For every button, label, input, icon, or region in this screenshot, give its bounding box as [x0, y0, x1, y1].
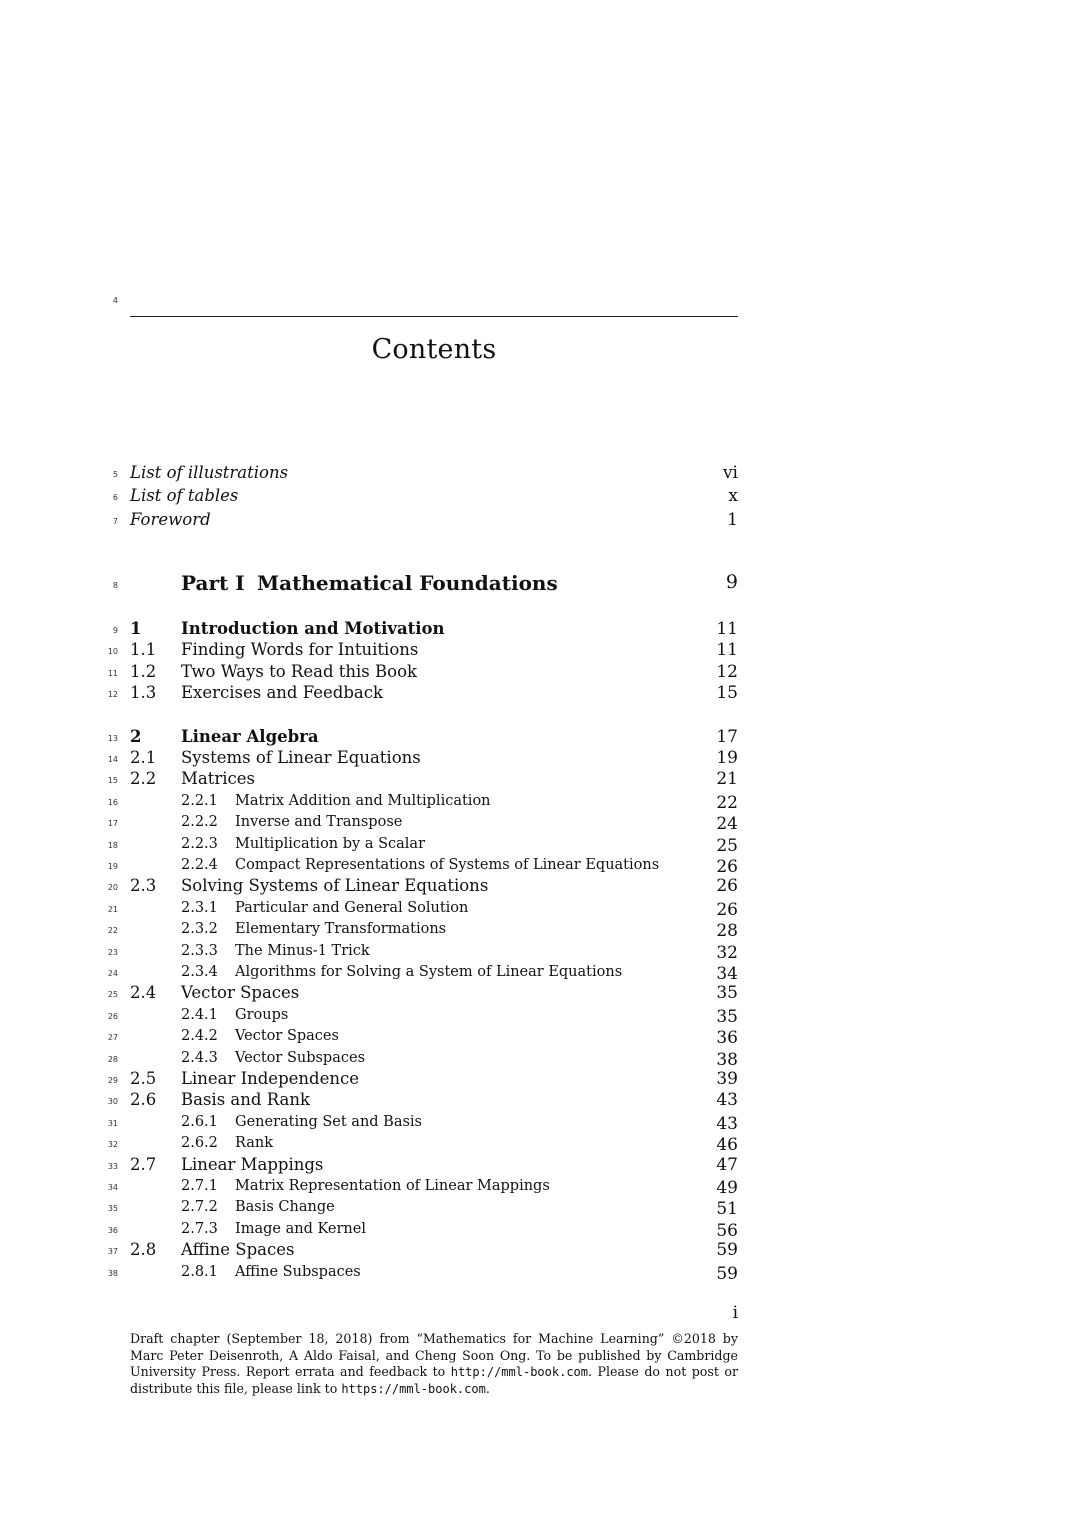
line-number: 27 [107, 1033, 118, 1043]
toc-entry-number: 1.1 [130, 640, 157, 660]
toc-entry-title: Inverse and Transpose [235, 814, 403, 831]
line-number: 17 [107, 819, 118, 829]
toc-entry-page: 56 [716, 1220, 738, 1241]
toc-entry-page: 9 [725, 571, 738, 593]
toc-entry-page: 24 [716, 814, 738, 835]
toc-entry-page: vi [722, 463, 738, 483]
toc-entry-title: Linear Independence [181, 1069, 359, 1088]
toc-entry-page: 26 [716, 876, 738, 897]
toc-entry-page: x [728, 486, 738, 506]
toc-entry-title: Rank [235, 1135, 274, 1152]
toc-entry-title: Algorithms for Solving a System of Linear Equations [235, 964, 623, 980]
toc-entry-number: 2.4 [130, 983, 157, 1003]
toc-entry-title: Multiplication by a Scalar [235, 835, 426, 852]
toc-entry-page: 38 [716, 1049, 738, 1070]
line-number: 19 [107, 862, 118, 871]
line-number: 15 [107, 776, 118, 786]
line-number: 28 [107, 1054, 118, 1064]
toc-entry-number: 2.3.3 [181, 942, 218, 959]
toc-entry-title: Linear Mappings [181, 1154, 324, 1174]
line-number: 11 [107, 668, 118, 678]
line-number: 6 [112, 493, 118, 502]
toc-entry-number: Part I [181, 571, 245, 595]
line-number: 32 [107, 1140, 118, 1150]
toc-entry-section[interactable] [130, 662, 738, 684]
line-number: 8 [112, 581, 118, 590]
toc-entry-section[interactable] [130, 683, 738, 705]
toc-entry-number: 2.2.2 [181, 814, 218, 831]
line-number: 38 [107, 1268, 118, 1278]
line-number: 33 [107, 1161, 118, 1171]
line-number: 5 [112, 470, 118, 479]
line-number: 4 [112, 296, 118, 305]
toc-entry-number: 2.2.1 [181, 792, 218, 809]
toc-entry-number: 2.6.2 [181, 1135, 218, 1152]
toc-entry-title: Affine Spaces [181, 1240, 295, 1260]
toc-entry-front-matter[interactable] [130, 463, 738, 485]
toc-entry-number: 2.8.1 [181, 1263, 218, 1280]
toc-entry-page: 34 [716, 964, 738, 984]
line-number: 24 [107, 969, 118, 978]
toc-entry-page: 43 [716, 1090, 738, 1111]
toc-entry-page: 32 [716, 942, 738, 963]
line-number: 10 [107, 647, 118, 657]
toc-entry-page: 11 [716, 640, 738, 661]
toc-entry-page: 59 [716, 1240, 738, 1261]
toc-entry-page: 11 [716, 619, 738, 639]
toc-entry-title: Matrices [181, 769, 256, 789]
toc-entry-page: 12 [716, 661, 738, 682]
line-number: 16 [107, 797, 118, 807]
line-number: 30 [107, 1097, 118, 1107]
toc-entry-title: Particular and General Solution [235, 899, 469, 916]
toc-entry-page: 15 [716, 683, 738, 704]
toc-entry-number: 2.2.4 [181, 857, 218, 873]
footer-text: . [485, 1380, 490, 1396]
line-number: 31 [107, 1118, 118, 1128]
toc-entry-title: Basis Change [235, 1199, 335, 1216]
toc-entry-title: Finding Words for Intuitions [181, 640, 419, 660]
toc-entry-title: Affine Subspaces [235, 1263, 361, 1280]
toc-entry-page: 19 [716, 748, 738, 768]
toc-entry-title: Vector Subspaces [235, 1049, 366, 1066]
toc-entry-section[interactable] [130, 1090, 738, 1112]
toc-entry-number: 2.7.2 [181, 1199, 218, 1216]
toc-entry-number: 1 [130, 619, 142, 638]
toc-entry-section[interactable] [130, 1069, 738, 1091]
toc-entry-page: 46 [716, 1135, 738, 1156]
toc-entry-number: 2.4.2 [181, 1028, 218, 1045]
line-number: 36 [107, 1225, 118, 1235]
toc-entry-sub[interactable] [130, 793, 738, 815]
page-number: i [732, 1303, 738, 1323]
toc-entry-number: 2.7.3 [181, 1220, 218, 1237]
toc-entry-page: 51 [716, 1199, 738, 1220]
line-number: 26 [107, 1011, 118, 1021]
toc-entry-title: Groups [235, 1006, 289, 1023]
footer-link-errata[interactable]: http://mml-book.com [450, 1365, 589, 1380]
toc-entry-page: 26 [716, 857, 738, 877]
toc-entry-sub[interactable] [130, 921, 738, 943]
toc-entry-page: 25 [716, 835, 738, 856]
toc-entry-sub[interactable] [130, 1178, 738, 1200]
toc-entry-sub[interactable] [130, 1264, 738, 1286]
page-title: Contents [371, 334, 497, 365]
toc-entry-number: 2.5 [130, 1069, 157, 1088]
toc-entry-page: 1 [727, 510, 738, 530]
toc-entry-sub[interactable] [130, 1028, 738, 1050]
toc-entry-number: 2.3 [130, 876, 157, 896]
toc-entry-page: 39 [716, 1069, 738, 1089]
toc-entry-number: 2.1 [130, 748, 157, 767]
toc-entry-part[interactable] [130, 571, 738, 593]
toc-entry-number: 2.4.1 [181, 1006, 218, 1023]
line-number: 29 [107, 1076, 118, 1085]
toc-entry-page: 59 [716, 1263, 738, 1284]
toc-entry-sub[interactable] [130, 1199, 738, 1221]
toc-entry-section[interactable] [130, 1240, 738, 1262]
toc-entry-number: 2.2.3 [181, 835, 218, 852]
toc-entry-page: 22 [716, 792, 738, 813]
toc-entry-title: Image and Kernel [235, 1220, 366, 1237]
toc-entry-page: 21 [716, 769, 738, 790]
line-number: 23 [107, 947, 118, 957]
toc-entry-number: 2 [130, 726, 142, 746]
toc-entry-number: 2.8 [130, 1240, 157, 1260]
line-number: 34 [107, 1183, 118, 1192]
header-rule [130, 316, 738, 317]
toc-entry-chapter[interactable] [130, 727, 738, 749]
toc-entry-title: Generating Set and Basis [235, 1113, 422, 1130]
toc-entry-sub[interactable] [130, 1007, 738, 1029]
toc-entry-sub[interactable] [130, 900, 738, 922]
line-number: 20 [107, 883, 118, 893]
toc-entry-page: 35 [716, 983, 738, 1004]
toc-entry-number: 2.3.1 [181, 899, 218, 916]
toc-entry-number: 1.3 [130, 683, 157, 703]
line-number: 13 [107, 733, 118, 743]
toc-entry-sub[interactable] [130, 943, 738, 965]
line-number: 9 [112, 626, 118, 635]
toc-entry-title: Vector Spaces [235, 1028, 339, 1045]
toc-entry-sub[interactable] [130, 814, 738, 836]
line-number: 25 [107, 990, 118, 1000]
toc-entry-title: Compact Representations of Systems of Linear Equations [235, 857, 660, 873]
footer-text: Draft chapter (September 18, 2018) from “Mathematics for Machine Learning” ©2018 by Marc Peter Deisenroth, A Aldo Faisal, and Cheng Soon Ong. To be published by Cambridge University Press. Report errata and feedback to [130, 1331, 738, 1380]
toc-entry-title: Systems of Linear Equations [181, 748, 421, 767]
toc-entry-sub[interactable] [130, 1114, 738, 1136]
toc-entry-title: Matrix Addition and Multiplication [235, 792, 491, 809]
line-number: 22 [107, 926, 118, 936]
line-number: 7 [112, 517, 118, 526]
toc-entry-front-matter[interactable] [130, 486, 738, 508]
toc-entry-section[interactable] [130, 748, 738, 770]
toc-entry-number: 2.7 [130, 1154, 157, 1174]
toc-entry-title: Basis and Rank [181, 1090, 310, 1110]
toc-entry-number: 2.7.1 [181, 1178, 218, 1194]
toc-entry-section[interactable] [130, 983, 738, 1005]
toc-entry-number: 2.4.3 [181, 1049, 218, 1066]
toc-entry-page: 35 [716, 1006, 738, 1027]
toc-entry-title: Solving Systems of Linear Equations [181, 876, 489, 896]
toc-entry-title: Mathematical Foundations [257, 571, 558, 595]
toc-entry-chapter[interactable] [130, 619, 738, 641]
toc-entry-number: 2.6.1 [181, 1113, 218, 1130]
line-number: 12 [107, 690, 118, 700]
toc-entry-title: List of illustrations [130, 463, 289, 482]
toc-entry-title: Elementary Transformations [235, 921, 447, 938]
toc-entry-title: Vector Spaces [181, 983, 300, 1003]
toc-entry-page: 36 [716, 1028, 738, 1049]
toc-entry-page: 49 [716, 1178, 738, 1198]
toc-entry-section[interactable] [130, 876, 738, 898]
footer-text: . Please do not post or distribute this file, please link to [130, 1364, 738, 1396]
toc-entry-title: Linear Algebra [181, 726, 319, 746]
line-number: 37 [107, 1247, 118, 1257]
toc-entry-title: Foreword [130, 510, 211, 529]
toc-entry-title: Introduction and Motivation [181, 619, 445, 638]
toc-entry-number: 2.3.4 [181, 964, 218, 980]
line-number: 35 [107, 1204, 118, 1214]
toc-entry-number: 2.2 [130, 769, 157, 789]
toc-entry-title: Matrix Representation of Linear Mappings [235, 1178, 550, 1194]
toc-entry-page: 17 [716, 726, 738, 747]
toc-entry-section[interactable] [130, 1155, 738, 1177]
line-number: 21 [107, 904, 118, 914]
toc-entry-number: 2.3.2 [181, 921, 218, 938]
line-number: 18 [107, 840, 118, 850]
toc-entry-page: 28 [716, 921, 738, 942]
toc-entry-sub[interactable] [130, 836, 738, 858]
footer-link-book[interactable]: https://mml-book.com [341, 1381, 486, 1396]
toc-entry-number: 1.2 [130, 661, 157, 681]
toc-entry-title: The Minus-1 Trick [235, 942, 370, 959]
footer-notice [130, 1331, 738, 1397]
toc-entry-title: Exercises and Feedback [181, 683, 384, 703]
toc-entry-title: Two Ways to Read this Book [181, 661, 417, 681]
toc-entry-number: 2.6 [130, 1090, 157, 1110]
toc-entry-front-matter[interactable] [130, 510, 738, 532]
toc-entry-section[interactable] [130, 769, 738, 791]
toc-entry-page: 47 [716, 1154, 738, 1175]
toc-entry-section[interactable] [130, 640, 738, 662]
toc-entry-page: 43 [716, 1113, 738, 1134]
line-number: 14 [107, 755, 118, 764]
toc-entry-title: List of tables [130, 486, 239, 505]
toc-entry-page: 26 [716, 899, 738, 920]
